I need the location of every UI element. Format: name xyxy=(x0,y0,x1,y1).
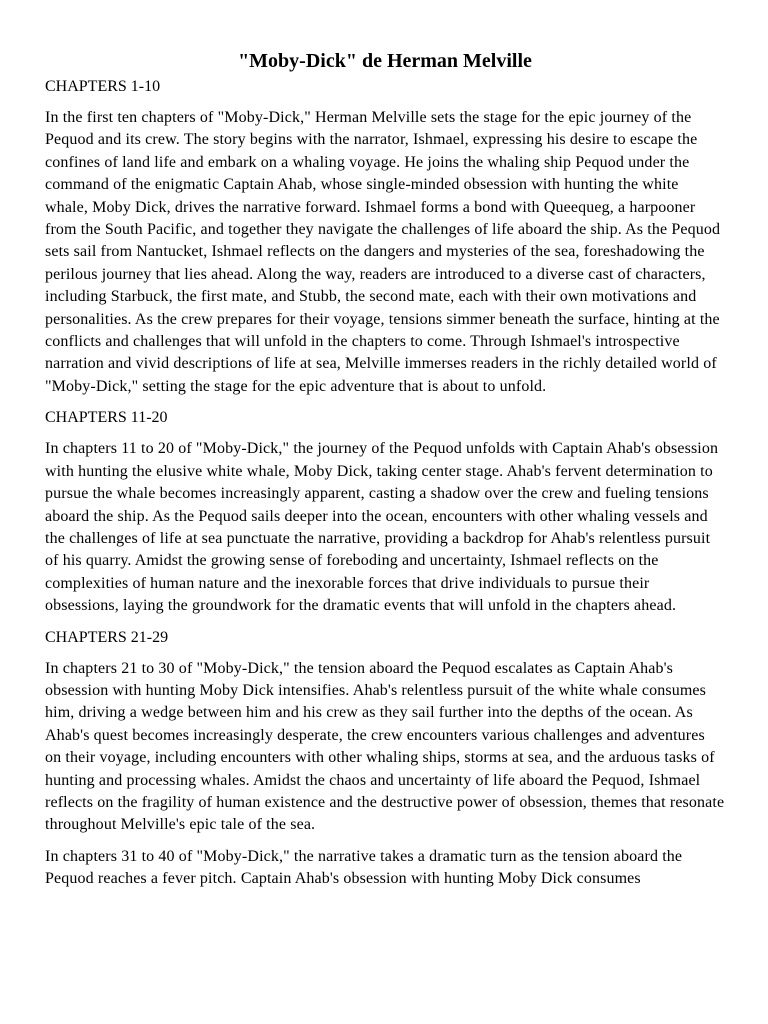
document-title: "Moby-Dick" de Herman Melville xyxy=(238,50,532,72)
section-heading: CHAPTERS 1-10 xyxy=(45,78,161,95)
section-chapters-21-29 xyxy=(45,627,725,837)
trailing-paragraph: In chapters 31 to 40 of "Moby-Dick," the narrative takes a dramatic turn as the tension aboard the Pequod reaches a fever pitch. Captain Ahab's obsession with hunting Moby Dick consumes xyxy=(45,847,683,888)
section-chapters-1-10 xyxy=(45,76,725,398)
section-chapters-11-20 xyxy=(45,407,725,617)
section-heading: CHAPTERS 21-29 xyxy=(45,628,169,646)
section-paragraph: In chapters 11 to 20 of "Moby-Dick," the journey of the Pequod unfolds with Captain Ahab's obsession with hunting the elusive white whale, Moby Dick, taking center stage. Ahab's fervent determination to pursue the whale becomes increasingly apparent, casting a shadow over the crew and fueling tensions aboard the ship. As the Pequod sails deeper into the ocean, encounters with other whaling vessels and the challenges of life at sea punctuate the narrative, providing a backdrop for Ahab's relentless pursuit of his quarry. Amidst the growing sense of foreboding and uncertainty, Ishmael reflects on the complexities of human nature and the inexorable forces that drive individuals to pursue their obsessions, laying the groundwork for the dramatic events that will unfold in the chapters ahead. xyxy=(45,440,719,615)
document-page xyxy=(45,48,725,900)
section-paragraph: In chapters 21 to 30 of "Moby-Dick," the tension aboard the Pequod escalates as Captain Ahab's obsession with hunting Moby Dick intensifies. Ahab's relentless pursuit of the white whale consumes him, driving a wedge between him and his crew as they sail further into the depths of the ocean. As Ahab's quest becomes increasingly desperate, the crew encounters various challenges and adventures on their voyage, including encounters with other whaling ships, storms at sea, and the arduous tasks of hunting and processing whales. Amidst the chaos and uncertainty of life aboard the Pequod, Ishmael reflects on the fragility of human existence and the destructive power of obsession, themes that resonate throughout Melville's epic tale of the sea. xyxy=(45,659,725,834)
section-paragraph: In the first ten chapters of "Moby-Dick," Herman Melville sets the stage for the epic journey of the Pequod and its crew. The story begins with the narrator, Ishmael, expressing his desire to escape the confines of land life and embark on a whaling voyage. He joins the whaling ship Pequod under the command of the enigmatic Captain Ahab, whose single-minded obsession with hunting the white whale, Moby Dick, drives the narrative forward. Ishmael forms a bond with Queequeg, a harpooner from the South Pacific, and together they navigate the challenges of life aboard the ship. As the Pequod sets sail from Nantucket, Ishmael reflects on the dangers and mysteries of the sea, foreshadowing the perilous journey that lies ahead. Along the way, readers are introduced to a diverse cast of characters, including Starbuck, the first mate, and Stubb, the second mate, each with their own motivations and personalities. As the crew prepares for their voyage, tensions simmer beneath the surface, hinting at the conflicts and challenges that will unfold in the chapters to come. Through Ishmael's introspective narration and vivid descriptions of life at sea, Melville immerses readers in the richly detailed world of "Moby-Dick," setting the stage for the epic adventure that is about to unfold. xyxy=(45,109,721,395)
section-heading: CHAPTERS 11-20 xyxy=(45,409,168,427)
